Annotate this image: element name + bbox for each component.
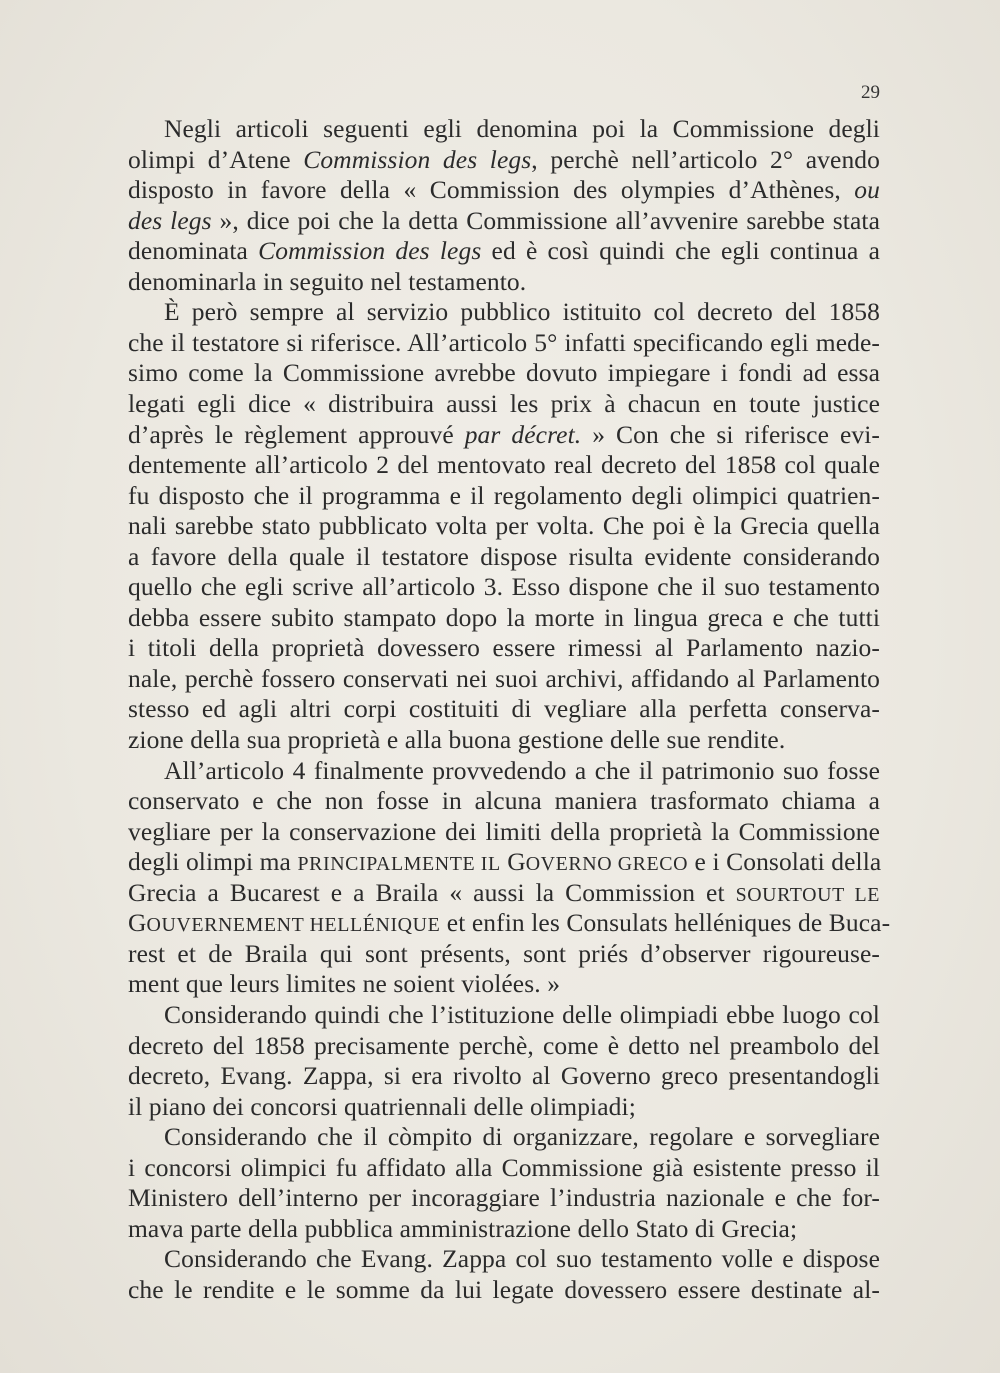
text-segment: È però sempre al servizio pubblico istituito col decreto del 1858: [164, 297, 880, 327]
text-line: [128, 1183, 880, 1213]
text-segment: quello che egli scrive all’articolo 3. Esso dispone che il suo testamento: [128, 572, 880, 602]
text-line: [128, 1092, 880, 1122]
italic-text: par décret.: [464, 419, 582, 449]
text-segment: decreto, Evang. Zappa, si era rivolto al Governo greco presentandogli: [128, 1061, 880, 1091]
text-line: [128, 633, 880, 663]
text-line: [128, 1061, 880, 1091]
text-segment: All’articolo 4 finalmente provvedendo a che il patrimonio suo fosse: [164, 755, 880, 785]
small-caps-text: OVERNO GRECO: [525, 853, 689, 876]
text-segment: disposto in favore della « Commission des olympies d’Athènes,: [128, 175, 855, 205]
text-segment: d’après le règlement approuvé: [128, 419, 465, 449]
text-line: [128, 969, 880, 999]
text-segment: decreto del 1858 precisamente perchè, come è detto nel preambolo del: [128, 1030, 880, 1060]
text-line: [128, 664, 880, 694]
text-segment: debba essere subito stampato dopo la morte in lingua greca e che tutti: [128, 602, 880, 632]
text-line: [128, 175, 880, 205]
text-segment: il piano dei concorsi quatriennali delle olimpiadi;: [128, 1091, 636, 1121]
text-segment: ment que leurs limites ne soient violées. »: [128, 969, 561, 999]
text-line: [128, 694, 880, 724]
text-line: [128, 1244, 880, 1274]
text-segment: nale, perchè fossero conservati nei suoi archivi, affidando al Parlamento: [128, 663, 880, 693]
text-segment: G: [500, 847, 526, 877]
italic-text: des legs: [128, 205, 212, 235]
text-line: [128, 389, 880, 419]
text-segment: Considerando quindi che l’istituzione delle olimpiadi ebbe luogo col: [164, 999, 880, 1029]
text-segment: nali sarebbe stato pubblicato volta per volta. Che poi è la Grecia quella: [128, 511, 880, 541]
text-segment: » Con che si riferisce evi-: [581, 419, 880, 449]
text-segment: Considerando che Evang. Zappa col suo testamento volle e dispose: [164, 1244, 880, 1274]
text-line: [128, 1122, 880, 1152]
text-line: [128, 756, 880, 786]
text-segment: e i Consolati della: [688, 847, 882, 877]
text-line: [128, 1000, 880, 1030]
text-line: [128, 145, 880, 175]
text-line: [128, 725, 880, 755]
text-segment: Ministero dell’interno per incoraggiare l’industria nazionale e che for-: [128, 1183, 880, 1213]
text-line: [128, 1031, 880, 1061]
text-segment: G: [128, 908, 147, 938]
text-segment: Negli articoli seguenti egli denomina poi la Commissione degli: [164, 114, 880, 143]
text-segment: vegliare per la conservazione dei limiti della proprietà la Commissione: [128, 816, 880, 846]
text-line: [128, 786, 880, 816]
text-line: [128, 1153, 880, 1183]
text-line: [128, 878, 880, 910]
text-line: [128, 847, 880, 879]
text-line: [128, 328, 880, 358]
text-line: [128, 939, 880, 969]
text-line: [128, 450, 880, 480]
text-segment: denominata: [128, 236, 259, 266]
small-caps-text: PRINCIPALMENTE IL: [297, 853, 501, 876]
text-line: [128, 1214, 880, 1244]
text-segment: olimpi d’Atene: [128, 144, 304, 174]
text-line: [128, 908, 891, 940]
text-line: [128, 297, 880, 327]
text-line: [128, 572, 880, 602]
text-segment: et enfin les Consulats helléniques de Buca-: [440, 908, 891, 938]
text-segment: che il testatore si riferisce. All’articolo 5° infatti specificando egli mede-: [128, 327, 880, 357]
text-line: [128, 358, 880, 388]
text-segment: conservato e che non fosse in alcuna maniera trasformato chiama a: [128, 786, 880, 816]
text-segment: , perchè nell’articolo 2° avendo: [531, 144, 881, 174]
small-caps-text: OUVERNEMENT HELLÉNIQUE: [146, 914, 441, 937]
text-segment: degli olimpi ma: [128, 847, 298, 877]
text-segment: stesso ed agli altri corpi costituiti di vegliare alla perfetta conserva-: [128, 694, 880, 724]
text-segment: simo come la Commissione avrebbe dovuto impiegare i fondi ad essa: [128, 358, 880, 388]
text-segment: i titoli della proprietà dovessero essere rimessi al Parlamento nazio-: [128, 633, 880, 663]
text-line: [128, 1275, 880, 1305]
text-segment: denominarla in seguito nel testamento.: [128, 266, 527, 296]
text-segment: dentemente all’articolo 2 del mentovato real decreto del 1858 col quale: [128, 450, 880, 480]
text-line: [128, 206, 880, 236]
text-line: [128, 603, 880, 633]
italic-text: Commission des legs: [303, 144, 532, 174]
text-segment: rest et de Braila qui sont présents, sont priés d’observer rigoureuse-: [128, 938, 880, 968]
text-line: [128, 267, 880, 297]
italic-text: ou: [854, 175, 880, 205]
small-caps-text: SOURTOUT LE: [735, 883, 880, 906]
text-line: [128, 236, 880, 266]
text-segment: zione della sua proprietà e alla buona gestione delle sue rendite.: [128, 725, 786, 754]
text-segment: Grecia a Bucarest e a Braila « aussi la Commission et: [128, 877, 736, 907]
text-line: [128, 420, 880, 450]
text-segment: mava parte della pubblica amministrazione dello Stato di Grecia;: [128, 1213, 798, 1243]
text-segment: ed è così quindi che egli continua a: [481, 236, 880, 266]
text-segment: che le rendite e le somme da lui legate dovessero essere destinate al-: [128, 1274, 880, 1304]
text-segment: legati egli dice « distribuira aussi les prix à chacun en toute justice: [128, 388, 880, 418]
text-line: [128, 114, 880, 144]
italic-text: Commission des legs: [258, 236, 482, 266]
text-line: [128, 511, 880, 541]
text-segment: i concorsi olimpici fu affidato alla Commissione già esistente presso il: [128, 1152, 880, 1182]
page-number: 29: [861, 82, 880, 103]
text-line: [128, 542, 880, 572]
text-line: [128, 481, 880, 511]
text-segment: », dice poi che la detta Commissione all’avvenire sarebbe stata: [211, 205, 881, 235]
text-segment: a favore della quale il testatore dispose risulta evidente considerando: [128, 541, 880, 571]
text-segment: Considerando che il còmpito di organizzare, regolare e sorvegliare: [164, 1122, 880, 1152]
text-segment: fu disposto che il programma e il regolamento degli olimpici quatrien-: [128, 480, 880, 510]
text-line: [128, 817, 880, 847]
